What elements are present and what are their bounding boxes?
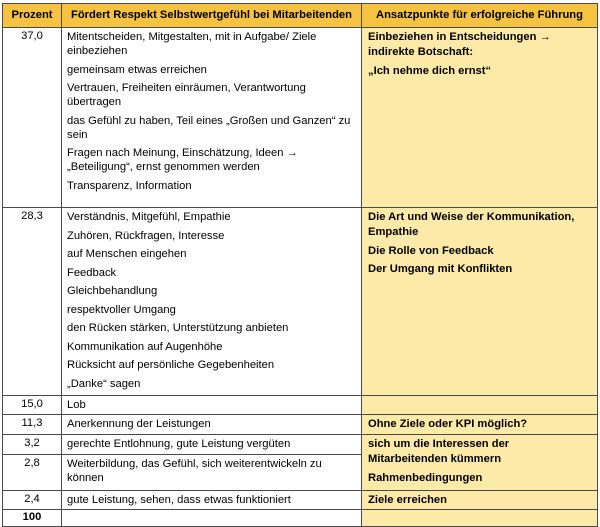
factor-item: gute Leistung, sehen, dass etwas funktioniert [67,494,291,506]
percent-cell: 15,0 [3,396,62,415]
approach-cell [362,491,598,510]
factor-item: Zuhören, Rückfragen, Interesse [67,229,225,242]
factor-item: Anerkennung der Leistungen [67,418,211,430]
table-row [3,491,598,510]
factor-item: gemeinsam etwas erreichen [67,63,207,76]
total-empty-cell [62,510,362,527]
factor-item: Rücksicht auf persönliche Gegebenheiten [67,359,275,371]
factor-item: Weiterbildung, das Gefühl, sich weiterentwickeln zu können [67,458,322,484]
percent-cell: 37,0 [3,28,62,208]
factor-item: Lob [67,399,86,411]
header-factors: Fördert Respekt Selbstwertgefühl bei Mitarbeitenden [62,4,362,28]
factor-item: das Gefühl zu haben, Teil eines „Großen und Ganzen“ zu sein [67,114,351,141]
approach-item: Ohne Ziele oder KPI möglich? [368,418,528,430]
factors-cell [62,28,362,208]
factor-item: Feedback [67,266,117,279]
approach-cell [362,208,598,396]
table-row [3,28,598,208]
total-row [3,510,598,527]
factor-item: respektvoller Umgang [67,303,176,316]
factors-cell [62,396,362,415]
approach-item: sich um die Interessen der Mitarbeitenden kümmern [368,438,510,465]
header-row [3,4,598,28]
factor-item: Fragen nach Meinung, Einschätzung, Ideen → „Beteiligung“, ernst genommen werden [67,147,298,173]
approach-item: Die Art und Weise der Kommunikation, Empathie [368,211,575,238]
factor-item: Vertrauen, Freiheiten einräumen, Verantwortung übertragen [67,82,306,108]
factor-item: gerechte Entlohnung, gute Leistung vergüten [67,438,291,450]
percent-cell: 2,4 [3,491,62,510]
factors-cell [62,491,362,510]
approach-item: Einbeziehen in Entscheidungen → indirekte Botschaft: [368,31,551,58]
approach-item: Ziele erreichen [368,494,447,506]
table-row [3,208,598,396]
factor-item: „Danke“ sagen [67,377,141,390]
respect-table [2,3,598,527]
factors-cell [62,455,362,491]
approach-cell [362,415,598,435]
factors-cell [62,435,362,455]
factor-item: Gleichbehandlung [67,285,158,297]
factor-item: Transparenz, Information [67,179,192,192]
approach-cell-merged [362,435,598,491]
percent-cell: 2,8 [3,455,62,491]
factor-item: Mitentscheiden, Mitgestalten, mit in Aufgabe/ Ziele einbeziehen [67,31,317,57]
table-row [3,396,598,415]
header-approaches: Ansatzpunkte für erfolgreiche Führung [362,4,598,28]
approach-cell [362,396,598,415]
table-row [3,435,598,455]
percent-cell: 28,3 [3,208,62,396]
total-approach-cell [362,510,598,527]
respect-table-container [2,3,597,527]
factor-item: Kommunikation auf Augenhöhe [67,340,223,353]
factors-cell [62,208,362,396]
factor-item: Verständnis, Mitgefühl, Empathie [67,211,231,223]
percent-cell: 3,2 [3,435,62,455]
approach-item: Die Rolle von Feedback [368,244,494,257]
table-row [3,415,598,435]
factors-cell [62,415,362,435]
approach-item: Der Umgang mit Konflikten [368,263,513,276]
header-percent: Prozent [3,4,62,28]
total-cell: 100 [3,510,62,527]
factor-item: auf Menschen eingehen [67,248,187,260]
approach-item: „Ich nehme dich ernst“ [368,64,492,77]
approach-item: Rahmenbedingungen [368,471,483,484]
approach-cell [362,28,598,208]
percent-cell: 11,3 [3,415,62,435]
factor-item: den Rücken stärken, Unterstützung anbieten [67,322,289,334]
